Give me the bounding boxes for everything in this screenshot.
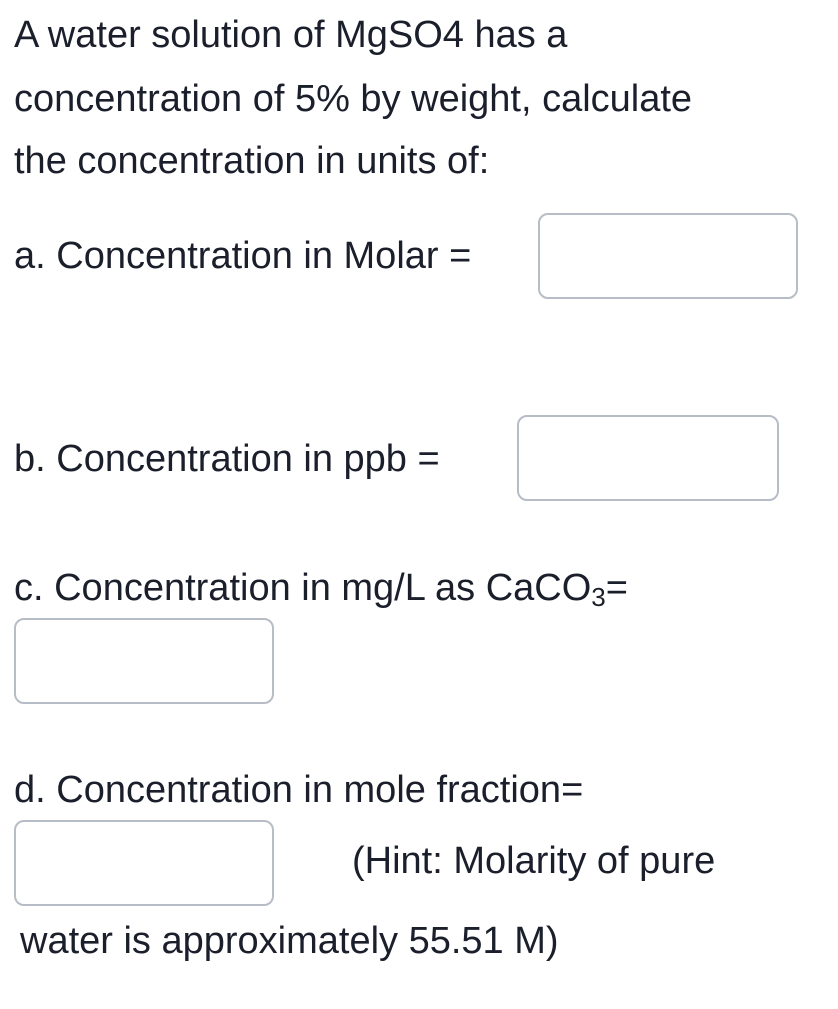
part-b-answer-input[interactable] <box>517 415 779 501</box>
part-b-label: b. Concentration in ppb = <box>14 438 440 480</box>
part-a-answer-input[interactable] <box>538 213 798 299</box>
hint-line-2: water is approximately 55.51 M) <box>20 920 559 962</box>
hint-line-1: (Hint: Molarity of pure <box>352 840 716 882</box>
part-d-answer-input[interactable] <box>14 820 274 906</box>
part-c-label <box>14 565 628 611</box>
part-c-label-subscript: 3 <box>591 582 606 612</box>
part-a-label: a. Concentration in Molar = <box>14 235 472 277</box>
question-line-1: A water solution of MgSO4 has a <box>14 14 568 56</box>
part-c-label-suffix: = <box>605 567 628 609</box>
question-line-2: concentration of 5% by weight, calculate <box>14 78 693 120</box>
part-c-answer-input[interactable] <box>14 618 274 704</box>
part-c-label-prefix: c. Concentration in mg/L as CaCO <box>14 567 592 609</box>
part-d-label: d. Concentration in mole fraction= <box>14 769 584 811</box>
question-line-3: the concentration in units of: <box>14 140 490 182</box>
